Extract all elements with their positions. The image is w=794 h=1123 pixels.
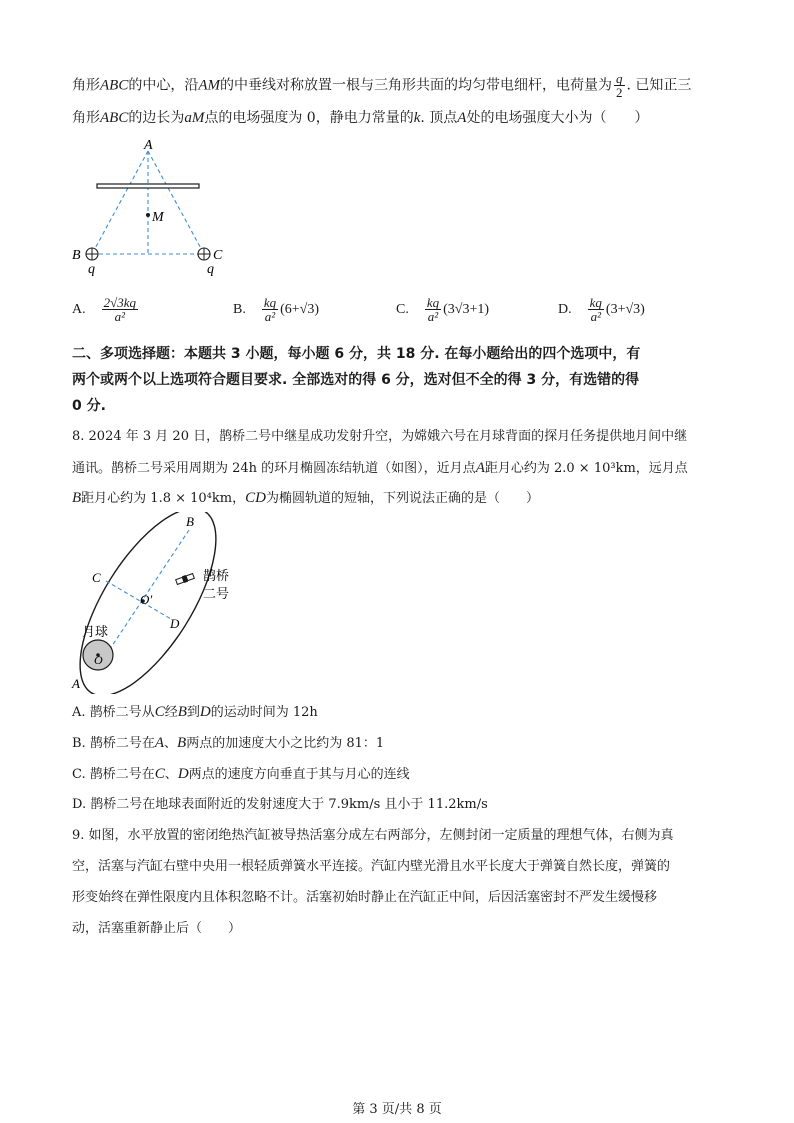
section-2-line-2: 两个或两个以上选项符合题目要求. 全部选对的得 6 分，选对但不全的得 3 分，有选错的得 (72, 372, 640, 388)
label-d: D (170, 616, 180, 631)
section-2-line-1: 二、多项选择题：本题共 3 小题，每小题 6 分，共 18 分. 在每小题给出的四个选项中，有 (72, 346, 641, 362)
label-o-prime: O′ (140, 592, 153, 607)
q9-line-1: 9. 如图，水平放置的密闭绝热汽缸被导热活塞分成左右两部分，左侧封闭一定质量的理想气体，右侧为真 (72, 828, 674, 843)
point-m (146, 213, 150, 217)
q7-option-b[interactable]: B. $\frac{kq}{\text{a²}}$ (6+√3) (233, 295, 320, 324)
side-ab (92, 151, 148, 254)
var-am: AM (198, 77, 221, 94)
label-sat-2: 二号 (203, 586, 230, 601)
q8-option-a[interactable]: A. 鹊桥二号从C经B到D的运动时间为 12h (72, 704, 318, 720)
label-b: B (186, 514, 194, 529)
q8-line-1: 8. 2024 年 3 月 20 日，鹊桥二号中继星成功发射升空，为嫦娥六号在月球背面的探月任务提供地月间中继 (72, 429, 688, 444)
q7-line-2: 角形ABC的边长为aM点的电场强度为 0，静电力常量的k. 顶点A处的电场强度大小为（ ） (72, 110, 649, 126)
label-o: O (94, 653, 103, 667)
q8-line-2: 通讯。鹊桥二号采用周期为 24h 的环月椭圆冻结轨道（如图），近月点A距月心约为 2.0 × 10³km，远月点 (72, 460, 688, 476)
charge-fraction: $\frac{q}{2}$ (616, 71, 623, 100)
var-abc: ABC (100, 77, 129, 94)
label-b: B (72, 248, 81, 263)
label-sat-1: 鹊桥 (203, 568, 230, 583)
side-ac (148, 151, 204, 254)
minor-axis (106, 581, 171, 619)
q9-line-2: 空，活塞与汽缸右壁中央用一根轻质弹簧水平连接。汽缸内壁光滑且水平长度大于弹簧自然长度，弹簧的 (72, 859, 671, 874)
label-q-b: q (88, 262, 95, 276)
label-m: M (152, 210, 164, 225)
q8-option-b[interactable]: B. 鹊桥二号在A、B两点的加速度大小之比约为 81：1 (72, 735, 385, 751)
triangle-figure (66, 134, 236, 276)
label-q-c: q (207, 262, 214, 276)
q7-option-d[interactable]: D. $\frac{kq}{\text{a²}}$ (3+√3) (558, 295, 645, 324)
q9-line-4: 动，活塞重新静止后（ ） (72, 921, 242, 936)
label-c: C (92, 570, 101, 585)
satellite-icon (175, 573, 194, 586)
label-c: C (213, 248, 223, 263)
section-2-line-3: 0 分. (72, 398, 106, 414)
q8-line-3: B距月心约为 1.8 × 10⁴km，CD为椭圆轨道的短轴，下列说法正确的是（ ） (72, 490, 539, 506)
label-moon: 月球 (82, 624, 109, 639)
label-a: A (72, 676, 80, 691)
q7-line-1: 角形ABC的中心，沿AM的中垂线对称放置一根与三角形共面的均匀带电细杆，电荷量为 $\frac{q}{2}$ . 已知正三 (72, 71, 692, 100)
q8-option-c[interactable]: C. 鹊桥二号在C、D两点的速度方向垂直于其与月心的连线 (72, 766, 410, 782)
q7-option-c[interactable]: C. $\frac{kq}{\text{a²}}$ (3√3+1) (396, 295, 490, 324)
page-footer: 第 3 页/共 8 页 (352, 1102, 442, 1117)
charged-rod (97, 184, 199, 188)
q9-line-3: 形变始终在弹性限度内且体积忽略不计。活塞初始时静止在汽缸正中间，后因活塞密封不严发生缓慢移 (72, 890, 658, 905)
q8-option-d[interactable]: D. 鹊桥二号在地球表面附近的发射速度大于 7.9km/s 且小于 11.2km/s (72, 797, 488, 812)
q7-option-a[interactable]: A. $\frac{2√3kq}{\text{a²}}$ (72, 295, 137, 324)
label-a: A (144, 138, 153, 153)
orbit-figure (64, 512, 254, 694)
